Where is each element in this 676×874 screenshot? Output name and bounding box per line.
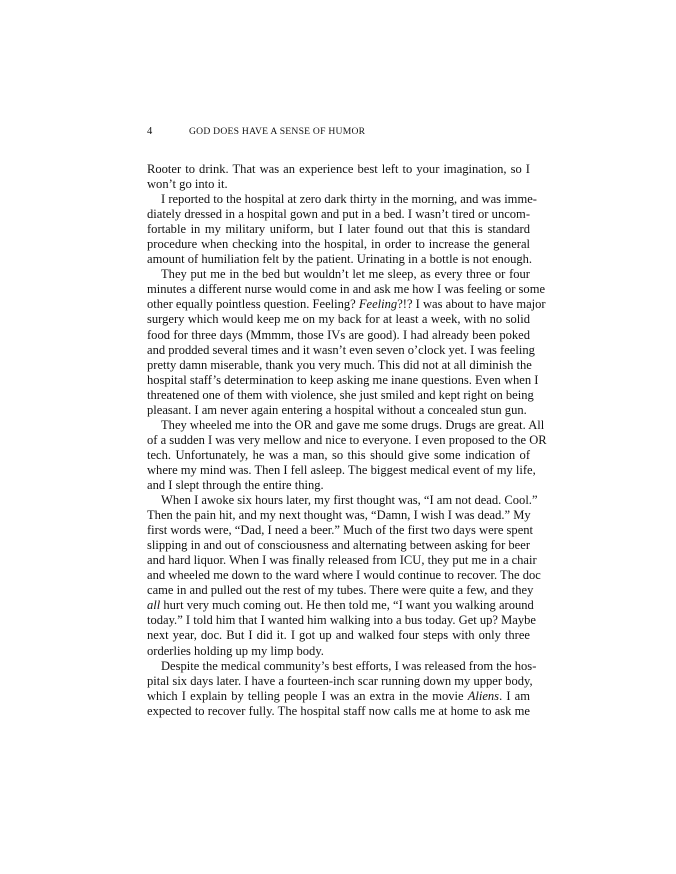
text-line: diately dressed in a hospital gown and put in a bed. I wasn’t tired or uncom- [147,207,530,222]
book-title: GOD DOES HAVE A SENSE OF HUMOR [189,126,366,137]
text-segment: hurt very much coming out. He then told me, “I want you walking around [160,598,534,613]
text-line: first words were, “Dad, I need a beer.” Much of the first two days were spent [147,523,534,538]
text-line: Then the pain hit, and my next thought was, “Damn, I wish I was dead.” My [147,508,531,523]
text-line: tech. Unfortunately, he was a man, so this should give some indication of [147,447,530,462]
text-line: today.” I told him that I wanted him walking into a bus today. Get up? Maybe [147,613,536,628]
running-head [147,124,530,140]
text-line: pital six days later. I have a fourteen-inch scar running down my upper body, [147,673,533,688]
page-number: 4 [147,126,153,137]
text-line: procedure when checking into the hospital, in order to increase the general [147,237,530,252]
text-line: surgery which would keep me on my back for at least a week, with no solid [147,312,530,327]
text-line: threatened one of them with violence, she just smiled and kept right on being [147,387,534,402]
text-line: pleasant. I am never again entering a hospital without a concealed stun gun. [147,402,527,417]
text-segment: ?!? I was about to have major [397,297,546,312]
text-segment: which I explain by telling people I was an extra in the movie [147,688,468,703]
text-line: When I awoke six hours later, my first thought was, “I am not dead. Cool.” [161,493,538,508]
text-line: I reported to the hospital at zero dark thirty in the morning, and was imme- [161,192,537,207]
text-line: won’t go into it. [147,177,228,192]
text-line: They wheeled me into the OR and gave me some drugs. Drugs are great. All [161,417,545,432]
text-line: where my mind was. Then I fell asleep. The biggest medical event of my life, [147,462,536,477]
body-text [147,162,547,719]
text-line [147,598,534,613]
text-line [147,689,530,704]
text-segment: . I am [499,688,531,703]
text-line: and prodded several times and it wasn’t even seven o’clock yet. I was feeling [147,342,535,357]
text-line: of a sudden I was very mellow and nice to everyone. I even proposed to the OR [147,432,547,447]
text-line: They put me in the bed but wouldn’t let me sleep, as every three or four [161,267,530,282]
italic-text: Feeling [358,297,398,312]
text-line: minutes a different nurse would come in and ask me how I was feeling or some [147,282,546,297]
text-line: came in and pulled out the rest of my tubes. There were quite a few, and they [147,583,534,598]
italic-text: Aliens [467,688,500,703]
text-line: Despite the medical community’s best efforts, I was released from the hos- [161,658,537,673]
text-line: and I slept through the entire thing. [147,477,324,492]
text-line: next year, doc. But I did it. I got up and walked four steps with only three [147,628,530,643]
text-line: and wheeled me down to the ward where I would continue to recover. The doc [147,568,541,583]
text-line: and hard liquor. When I was finally released from ICU, they put me in a chair [147,553,537,568]
text-line: orderlies holding up my limp body. [147,643,324,658]
text-line: fortable in my military uniform, but I later found out that this is standard [147,222,530,237]
text-line: expected to recover fully. The hospital staff now calls me at home to ask me [147,703,530,718]
text-segment: other equally pointless question. Feeling? [147,297,356,312]
text-line: food for three days (Mmmm, those IVs are good). I had already been poked [147,327,530,342]
italic-text: all [147,598,161,613]
text-line: hospital staff’s determination to keep asking me inane questions. Even when I [147,372,539,387]
text-line: slipping in and out of consciousness and alternating between asking for beer [147,538,530,553]
text-line: Rooter to drink. That was an experience best left to your imagination, so I [147,162,530,176]
text-line [147,297,546,312]
text-line: pretty damn miserable, thank you very much. This did not at all diminish the [147,357,532,372]
text-line: amount of humiliation felt by the patient. Urinating in a bottle is not enough. [147,252,533,267]
